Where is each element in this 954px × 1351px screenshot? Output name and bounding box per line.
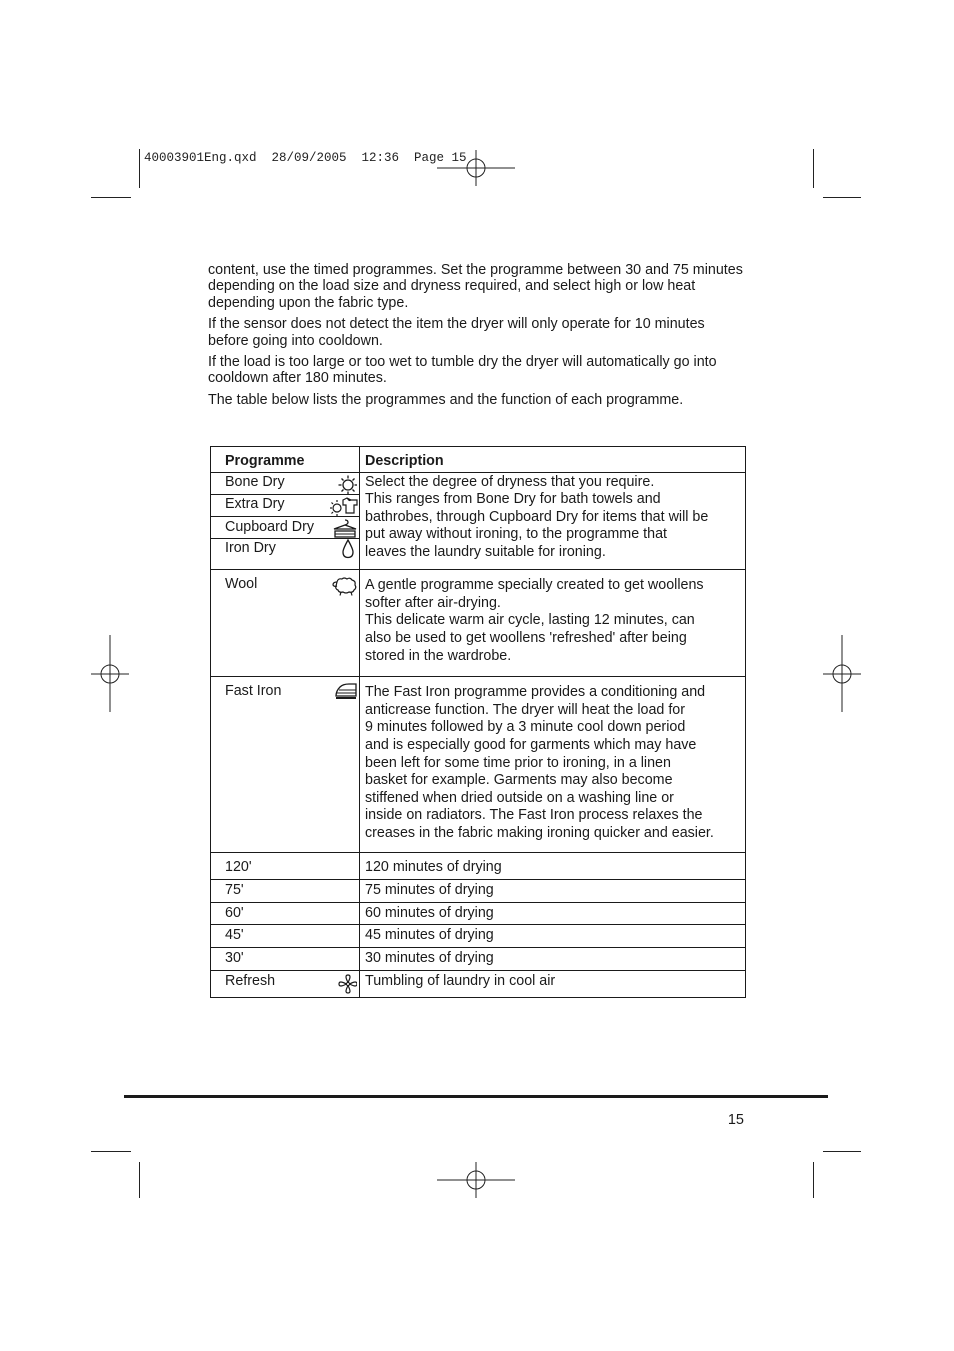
- description-line: A gentle programme specially created to get woollens: [365, 577, 704, 594]
- description-line: anticrease function. The dryer will heat the load for: [365, 701, 686, 718]
- registration-mark-icon: [822, 635, 862, 713]
- sun-shirt-icon: [330, 497, 358, 517]
- description-line: 9 minutes followed by a 3 minute cool down period: [365, 719, 686, 736]
- programme-name: 120': [225, 859, 252, 876]
- crop-mark: [139, 149, 140, 188]
- intro-text: [208, 262, 743, 413]
- crop-mark: [139, 1162, 140, 1198]
- programme-table: [210, 446, 746, 998]
- crop-mark: [91, 1151, 131, 1152]
- description-line: stiffened when dried outside on a washing line or: [365, 789, 674, 806]
- fast-iron-description: [360, 677, 745, 844]
- programme-name: Extra Dry: [225, 495, 285, 512]
- programme-name: Wool: [225, 576, 258, 593]
- description-line: leaves the laundry suitable for ironing.: [365, 543, 606, 560]
- description-line: put away without ironing, to the programme that: [365, 526, 667, 543]
- programme-name: 30': [225, 949, 244, 966]
- programme-name: 45': [225, 927, 244, 944]
- description-line: softer after air-drying.: [365, 594, 501, 611]
- description-line: been left for some time prior to ironing, in a linen: [365, 754, 671, 771]
- crop-mark: [823, 197, 861, 198]
- crop-mark: [823, 1151, 861, 1152]
- sun-icon: [335, 475, 357, 495]
- drop-icon: [335, 539, 357, 559]
- table-row: [211, 472, 746, 494]
- sheep-icon: [332, 576, 358, 596]
- intro-paragraph: content, use the timed programmes. Set the programme between 30 and 75 minutes depending on the load size and dryness required, and select high or low heat depending upon the fabric type.: [208, 262, 743, 311]
- wool-description: [360, 570, 745, 667]
- intro-paragraph: The table below lists the programmes and the function of each programme.: [208, 391, 684, 408]
- file-slug: 40003901Eng.qxd 28/09/2005 12:36 Page 15: [144, 151, 467, 165]
- intro-paragraph: If the load is too large or too wet to tumble dry the dryer will automatically go into cooldown after 180 minutes.: [208, 354, 717, 387]
- table-row: [211, 902, 746, 925]
- programme-name: Fast Iron: [225, 683, 282, 700]
- description-line: The Fast Iron programme provides a conditioning and: [365, 684, 706, 701]
- description-line: This ranges from Bone Dry for bath towels and: [365, 491, 661, 508]
- programme-description: Tumbling of laundry in cool air: [365, 972, 556, 989]
- table-row: [211, 677, 746, 853]
- programme-name: 60': [225, 904, 244, 921]
- description-line: creases in the fabric making ironing quicker and easier.: [365, 824, 714, 841]
- table-row: [211, 880, 746, 903]
- programme-name: Refresh: [225, 972, 276, 989]
- table-row: [211, 925, 746, 948]
- description-line: Select the degree of dryness that you require.: [365, 473, 655, 490]
- description-line: bathrobes, through Cupboard Dry for items that will be: [365, 508, 709, 525]
- description-line: This delicate warm air cycle, lasting 12 minutes, can: [365, 612, 695, 629]
- iron-icon: [335, 682, 357, 702]
- programme-description: 45 minutes of drying: [365, 927, 494, 944]
- programme-name: 75': [225, 882, 244, 899]
- table-header-row: [211, 447, 746, 473]
- table-row: [211, 970, 746, 997]
- crop-mark: [813, 149, 814, 188]
- registration-mark-icon: [90, 635, 130, 713]
- hanger-icon: [332, 519, 358, 539]
- description-line: basket for example. Garments may also become: [365, 772, 673, 789]
- header-description: Description: [365, 453, 444, 469]
- programme-description: 60 minutes of drying: [365, 904, 494, 921]
- dryness-description: [360, 473, 745, 564]
- page-number: 15: [727, 1112, 744, 1128]
- table-row: [211, 570, 746, 677]
- programme-name: Cupboard Dry: [225, 518, 314, 535]
- programme-name: Iron Dry: [225, 540, 276, 557]
- table-row: [211, 947, 746, 970]
- programme-description: 30 minutes of drying: [365, 949, 494, 966]
- programme-description: 75 minutes of drying: [365, 882, 494, 899]
- description-line: stored in the wardrobe.: [365, 647, 512, 664]
- description-line: and is especially good for garments which may have: [365, 736, 697, 753]
- footer-rule: [124, 1095, 828, 1098]
- programme-description: 120 minutes of drying: [365, 859, 502, 876]
- description-line: also be used to get woollens 'refreshed' after being: [365, 629, 687, 646]
- fan-icon: [335, 974, 357, 994]
- registration-mark-icon: [437, 1160, 517, 1200]
- table-row: [211, 853, 746, 880]
- programme-name: Bone Dry: [225, 473, 285, 490]
- header-programme: Programme: [225, 453, 305, 469]
- description-line: inside on radiators. The Fast Iron process relaxes the: [365, 807, 703, 824]
- crop-mark: [91, 197, 131, 198]
- crop-mark: [813, 1162, 814, 1198]
- intro-paragraph: If the sensor does not detect the item the dryer will only operate for 10 minutes before going into cooldown.: [208, 316, 705, 349]
